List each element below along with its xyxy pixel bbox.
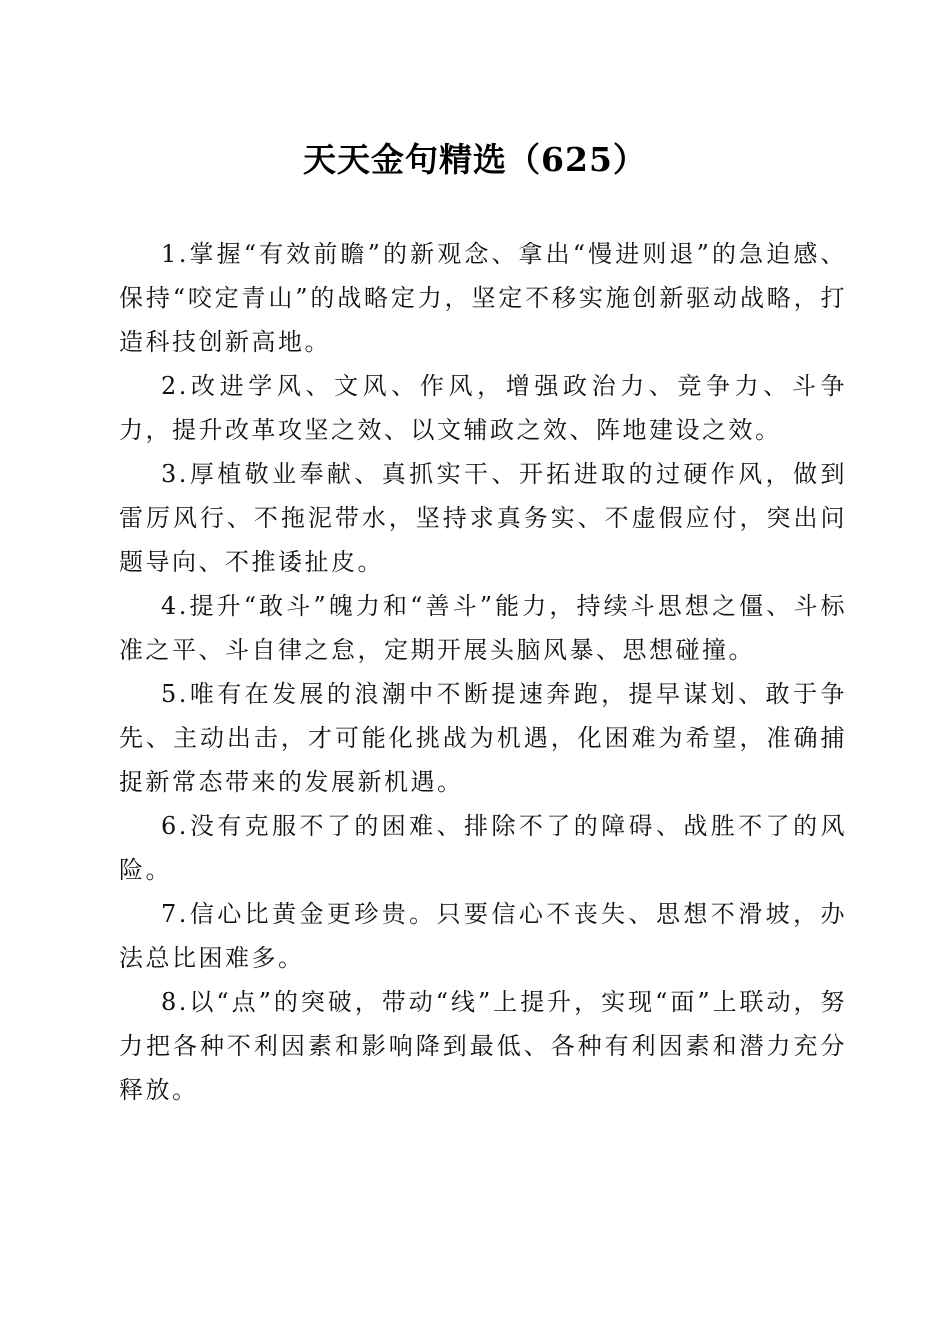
list-item: 5.唯有在发展的浪潮中不断提速奔跑，提早谋划、敢于争先、主动出击，才可能化挑战为机遇，化困难为希望，准确捕捉新常态带来的发展新机遇。 [119, 680, 847, 796]
page-title: 天天金句精选（625） [303, 140, 647, 179]
document-body [119, 232, 847, 1112]
list-item: 7.信心比黄金更珍贵。只要信心不丧失、思想不滑坡，办法总比困难多。 [119, 900, 847, 972]
list-item: 8.以“点”的突破，带动“线”上提升，实现“面”上联动，努力把各种不利因素和影响降到最低、各种有利因素和潜力充分释放。 [119, 988, 847, 1104]
list-item: 1.掌握“有效前瞻”的新观念、拿出“慢进则退”的急迫感、保持“咬定青山”的战略定力，坚定不移实施创新驱动战略，打造科技创新高地。 [119, 240, 847, 356]
list-item: 3.厚植敬业奉献、真抓实干、开拓进取的过硬作风，做到雷厉风行、不拖泥带水，坚持求真务实、不虚假应付，突出问题导向、不推诿扯皮。 [119, 460, 847, 576]
list-item: 4.提升“敢斗”魄力和“善斗”能力，持续斗思想之僵、斗标准之平、斗自律之怠，定期开展头脑风暴、思想碰撞。 [119, 592, 847, 664]
list-item: 2.改进学风、文风、作风，增强政治力、竞争力、斗争力，提升改革攻坚之效、以文辅政之效、阵地建设之效。 [119, 372, 847, 444]
list-item: 6.没有克服不了的困难、排除不了的障碍、战胜不了的风险。 [119, 812, 847, 884]
